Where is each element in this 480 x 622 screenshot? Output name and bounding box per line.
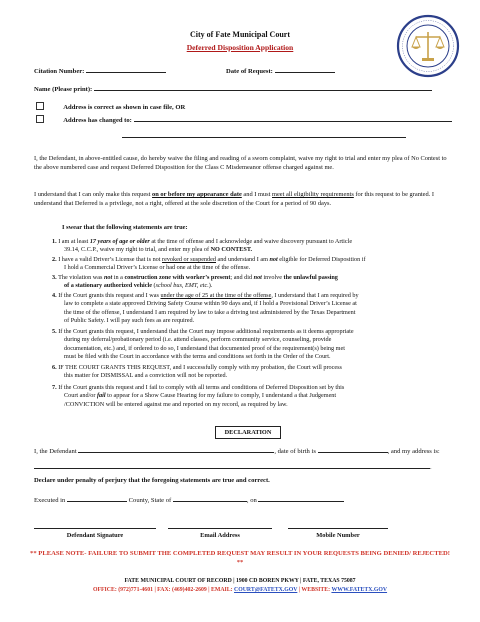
item-text: IF THE COURT GRANTS THIS REQUEST, and I successfully comply with my probation, the Court will process (58, 364, 342, 371)
item-text: to appear for a Show Cause Hearing for my failure to comply, I understand a that Judgement (105, 392, 337, 400)
new-address-line2-row (122, 131, 406, 140)
citation-number-row (34, 66, 166, 75)
footer-office: OFFICE: (972)771-4601 | FAX: (469)402-2609 | EMAIL: (92, 587, 235, 593)
item-text: this matter for DISMISSAL and a conviction will not be reported. (64, 372, 228, 380)
executed-row (34, 495, 344, 504)
address-label: , and my address is: (387, 448, 440, 455)
item-text: I have a valid Driver’s License that is not (58, 256, 163, 263)
mobile-number-field[interactable] (288, 528, 388, 529)
statement-item-6 (52, 364, 452, 381)
item-text: ). (208, 282, 213, 290)
executed-in-label: Executed in (34, 497, 66, 504)
item-emphasis: not (103, 274, 113, 281)
item-emphasis: fail (97, 392, 106, 400)
email-address-field[interactable] (168, 528, 272, 529)
item-emphasis: school bus, EMT, etc. (155, 282, 209, 290)
item-emphasis: revoked or suspended (162, 256, 216, 263)
footer-website-label: | WEBSITE: (297, 587, 332, 593)
item-text: The violation was (58, 274, 104, 281)
item-emphasis: construction zone with worker’s present (124, 274, 231, 281)
declaration-address-row: . (34, 462, 432, 471)
footer-address: FATE MUNICIPAL COURT OF RECORD | 1900 CD BOREN PKWY | FATE, TEXAS 75087 (124, 578, 356, 584)
new-address-field[interactable] (134, 115, 452, 122)
request-date-field[interactable] (275, 66, 335, 73)
item-text: ; and did (230, 274, 254, 281)
item-text: I am at least (58, 238, 90, 245)
address-same-row (36, 102, 185, 111)
item-number: 2. (52, 256, 57, 263)
request-date-label: Date of Request: (226, 68, 273, 75)
item-emphasis: not (253, 274, 262, 281)
name-label: Name (Please print): (34, 86, 93, 93)
item-text: , I understand that I am required by (271, 292, 359, 299)
item-number: 3. (52, 274, 57, 281)
item-emphasis: NO CONTEST. (210, 246, 253, 254)
item-number: 5. (52, 328, 57, 335)
form-title: Deferred Disposition Application (186, 43, 294, 52)
item-text: during my deferral/probationary period (i.e. attend classes, perform community service, counseling, provide (64, 336, 332, 344)
item-text: involve (261, 274, 284, 281)
footer-contact (0, 587, 480, 593)
item-text: I hold a Commercial Driver’s License or had one at the time of the offense. (64, 264, 251, 272)
perjury-statement: Declare under penalty of perjury that the foregoing statements are true and correct. (34, 477, 270, 484)
item-text: and understand I am (216, 256, 270, 263)
footer-website-link[interactable]: WWW.FATETX.GOV (331, 587, 388, 593)
item-emphasis: not (269, 256, 278, 263)
item-text: 39.14, C.C.P., waive my right to trial, and enter my plea of (64, 246, 211, 254)
item-text: eligible for Deferred Disposition if (277, 256, 366, 263)
item-text: ( (152, 282, 156, 290)
item-emphasis: 17 years of age or older (89, 238, 150, 245)
item-emphasis: of a stationary authorized vehicle (64, 282, 152, 290)
item-text: of Public Safety. I will pay such fees as are required. (64, 316, 195, 324)
item-emphasis: the unlawful passing (283, 274, 338, 281)
address-changed-checkbox[interactable] (36, 115, 44, 123)
statement-item-5 (52, 328, 452, 361)
statement-item-7 (52, 384, 452, 409)
email-address-label: Email Address (200, 532, 240, 539)
declaration-heading: DECLARATION (215, 426, 281, 439)
name-field[interactable] (94, 84, 432, 91)
declaration-address-field[interactable] (34, 462, 430, 469)
defendant-declaration-row (34, 446, 440, 455)
birth-date-field[interactable] (318, 446, 388, 453)
birth-label: , date of birth is (274, 448, 316, 455)
statement-item-1 (52, 238, 452, 255)
item-text: If the Court grants this request and I was (58, 292, 161, 299)
item-text: Court and/or (64, 392, 97, 400)
address-same-label: Address is correct as shown in case file, OR (63, 104, 186, 111)
item-text: must be filed with the Court in accordance with the terms and conditions set forth in the Order of the Court. (64, 352, 331, 360)
item-number: 7. (52, 384, 57, 391)
defendant-name-field[interactable] (78, 446, 274, 453)
swear-heading: I swear that the following statements are true: (62, 224, 188, 231)
defendant-signature-field[interactable] (34, 528, 156, 529)
footer-email-link[interactable]: COURT@FATETX.GOV (234, 587, 298, 593)
understand-appearance-date: on or before my appearance date (152, 191, 242, 198)
item-text: If the Court grants this request and I fail to comply with all terms and conditions of Deferred Disposition set by this (58, 384, 345, 391)
statement-item-4 (52, 292, 452, 325)
citation-number-field[interactable] (86, 66, 166, 73)
statement-item-2 (52, 256, 452, 273)
on-label: , on (246, 497, 257, 504)
address-changed-row (36, 115, 452, 124)
item-text: law to complete a state approved Driving Safety Course within 90 days and, if I hold a Provisional Driver’s License at (64, 300, 357, 308)
understand-text-c: and I must (243, 191, 271, 198)
understand-text-a: I understand that I can only make this request (34, 191, 151, 198)
address-same-checkbox[interactable] (36, 102, 44, 110)
item-number: 4. (52, 292, 57, 299)
item-text: If the Court grants this request, I understand that the Court may impose additional requirements as it deems appropriate (58, 328, 354, 335)
defendant-signature-label: Defendant Signature (66, 532, 124, 539)
item-emphasis: under the age of 25 at the time of the offense (160, 292, 272, 299)
item-number: 6. (52, 364, 57, 371)
citation-label: Citation Number: (34, 68, 85, 75)
item-text: documentation, etc.) and, if ordered to do so, I understand that documented proof of the requirement(s) being met (64, 344, 345, 352)
understand-eligibility: meet all eligibility requirements (272, 191, 354, 198)
new-address-line2-field[interactable] (122, 131, 406, 138)
item-text: in a (112, 274, 125, 281)
item-text: at the time of offense and I acknowledge and waive discovery pursuant to Article (149, 238, 353, 245)
understand-text-e: for this request to be granted. I understand that Deferred is a privilege, not a right, offered at the sole discretion of the Court for a period of 90 days. (34, 191, 435, 207)
address-changed-label: Address has changed to: (63, 117, 132, 124)
name-row (34, 84, 432, 93)
execution-date-field[interactable] (258, 495, 344, 502)
understand-paragraph (34, 190, 454, 208)
item-number: 1. (52, 238, 57, 245)
statement-item-3 (52, 274, 452, 291)
submission-warning: ** PLEASE NOTE- FAILURE TO SUBMIT THE COMPLETED REQUEST MAY RESULT IN YOUR REQUESTS BEING DENIED/ REJECTED! ** (30, 550, 450, 566)
mobile-number-label: Mobile Number (316, 532, 360, 539)
court-title: City of Fate Municipal Court (190, 30, 290, 39)
county-state-label: County, State of (128, 497, 172, 504)
state-field[interactable] (173, 495, 247, 502)
request-date-row (226, 66, 335, 75)
waiver-paragraph: I, the Defendant, in above-entitled cause, do hereby waive the filing and reading of a sworn complaint, waive my right to trial and enter my plea of No Contest to the above numbered case and request Deferred Disposition for the Class C Misdemeanor offense charged against me. (34, 155, 447, 171)
county-field[interactable] (67, 495, 127, 502)
item-text: the time of the offense, I understand I am required by law to take a driving test administered by the Texas Department (64, 308, 356, 316)
defendant-prefix: I, the Defendant (34, 448, 77, 455)
item-text: /CONVICTION will be entered against me and reported on my record, as required by law. (64, 400, 288, 408)
